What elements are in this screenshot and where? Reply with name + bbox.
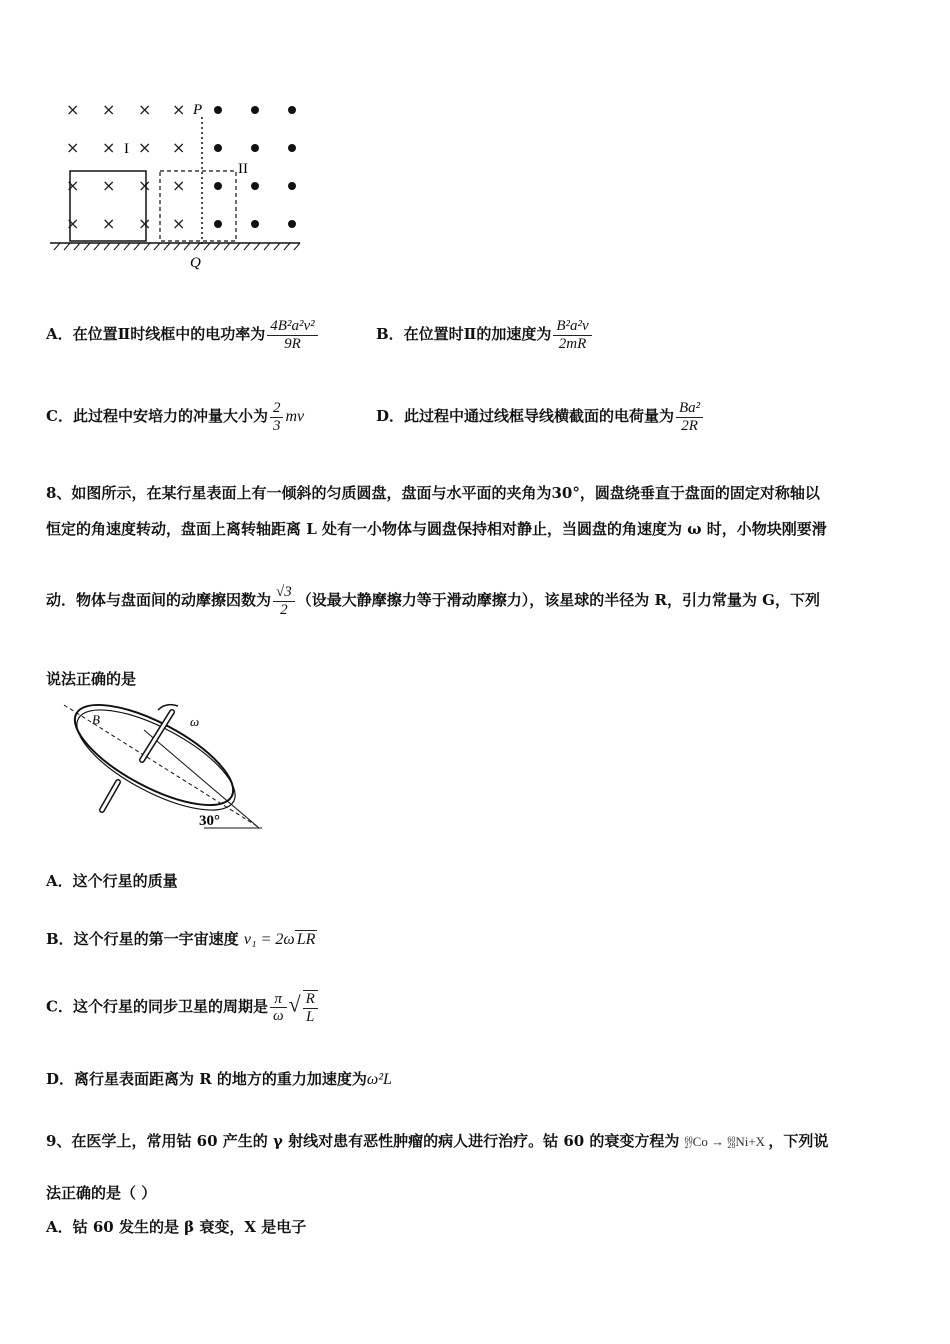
dot-mark — [288, 144, 296, 152]
dot-mark — [288, 106, 296, 114]
label-omega: ω — [190, 714, 200, 729]
magnetic-field-figure — [50, 95, 310, 275]
label-II: II — [238, 161, 248, 177]
q8-option-d[interactable]: D．离行星表面距离为 R 的地方的重力加速度为ω²L — [46, 1070, 392, 1088]
q8-option-c[interactable]: C．这个行星的同步卫星的周期是 $\frac{\pi}{\omega}$ √ $\frac{R}{L}$ — [46, 990, 320, 1025]
q7-option-b[interactable]: B．在位置时Ⅱ的加速度为 $\frac{\text{B²a²v}}{2mR}$ — [376, 318, 594, 352]
fraction: $\frac{2}{3}$ — [270, 400, 284, 434]
cross-mark: × — [172, 214, 186, 233]
dot-mark — [214, 106, 222, 114]
cross-mark: × — [66, 138, 80, 157]
q9-stem-line1: 9、在医学上，常用钴 60 产生的 γ 射线对患有恶性肿瘤的病人进行治疗。钴 60 的衰变方程为 60 27 Co → 60 28 Ni+X ，下列说 — [46, 1132, 829, 1151]
cross-mark: × — [66, 176, 80, 195]
q7-option-d[interactable]: D．此过程中通过线框导线横截面的电荷量为 $\frac{\text{Ba²}}{2R}$ — [376, 400, 705, 434]
tilted-disk-diagram — [44, 700, 274, 840]
cross-mark: × — [102, 100, 116, 119]
q8-option-b[interactable]: B．这个行星的第一宇宙速度 v₁ = 2ω LR — [46, 930, 316, 948]
cross-mark: × — [138, 176, 152, 195]
q8-stem-line1: 8、如图所示，在某行星表面上有一倾斜的匀质圆盘，盘面与水平面的夹角为30°，圆盘绕垂直于盘面的固定对称轴以 — [46, 484, 820, 502]
dot-mark — [288, 182, 296, 190]
dot-mark — [288, 220, 296, 228]
q9-stem-line2: 法正确的是（ ） — [46, 1184, 157, 1202]
cross-mark: × — [66, 214, 80, 233]
cross-mark: × — [138, 138, 152, 157]
disk-outline — [61, 700, 246, 825]
q8-stem-line3: 动．物体与盘面间的动摩擦因数为 $\frac{√3}{2}$ （设最大静摩擦力等于滑动摩擦力），该星球的半径为 R，引力常量为 G，下列 — [46, 584, 820, 618]
mu-fraction: $\frac{√3}{2}$ — [273, 584, 295, 618]
label-P: P — [193, 102, 203, 118]
tilted-disk-figure — [44, 700, 274, 840]
fraction: $\frac{\text{4B²a²v²}}{9R}$ — [267, 318, 317, 352]
q8-stem-line2: 恒定的角速度转动，盘面上离转轴距离 L 处有一小物体与圆盘保持相对静止，当圆盘的角速度为 ω 时，小物块刚要滑 — [46, 520, 827, 538]
dot-mark — [251, 144, 259, 152]
label-angle: 30° — [199, 813, 220, 829]
fraction: $\frac{\text{Ba²}}{2R}$ — [676, 400, 703, 434]
label-I: I — [124, 141, 129, 157]
dot-mark — [251, 106, 259, 114]
cross-mark: × — [66, 100, 80, 119]
dot-mark — [251, 220, 259, 228]
dot-mark — [251, 182, 259, 190]
cross-mark: × — [138, 100, 152, 119]
dot-mark — [214, 144, 222, 152]
cross-mark: × — [172, 100, 186, 119]
rotation-arrow — [158, 705, 178, 710]
label-Q: Q — [190, 255, 201, 271]
fraction: $\frac{\text{B²a²v}}{2mR}$ — [553, 318, 591, 352]
cross-mark: × — [138, 214, 152, 233]
cross-mark: × — [102, 176, 116, 195]
cross-mark: × — [102, 214, 116, 233]
root-fraction: $\frac{R}{L}$ — [303, 990, 318, 1025]
cross-mark: × — [172, 138, 186, 157]
magnetic-field-diagram — [50, 95, 310, 275]
dot-mark — [214, 182, 222, 190]
q8-option-a[interactable]: A．这个行星的质量 — [46, 872, 178, 890]
fraction: $\frac{\pi}{\omega}$ — [270, 991, 287, 1025]
decay-equation: 60 27 Co → 60 28 Ni+X — [684, 1134, 766, 1151]
q7-option-c[interactable]: C．此过程中安培力的冲量大小为 $\frac{2}{3}$ mv — [46, 400, 305, 434]
cross-mark: × — [102, 138, 116, 157]
q7-option-a[interactable]: A．在位置Ⅱ时线框中的电功率为 $\frac{\text{4B²a²v²}}{9R}$ — [46, 318, 320, 352]
cross-mark: × — [172, 176, 186, 195]
dot-mark — [214, 220, 222, 228]
q9-option-a[interactable]: A．钴 60 发生的是 β 衰变，X 是电子 — [46, 1218, 307, 1236]
label-B: B — [92, 712, 100, 727]
q8-stem-line4: 说法正确的是 — [46, 670, 137, 688]
